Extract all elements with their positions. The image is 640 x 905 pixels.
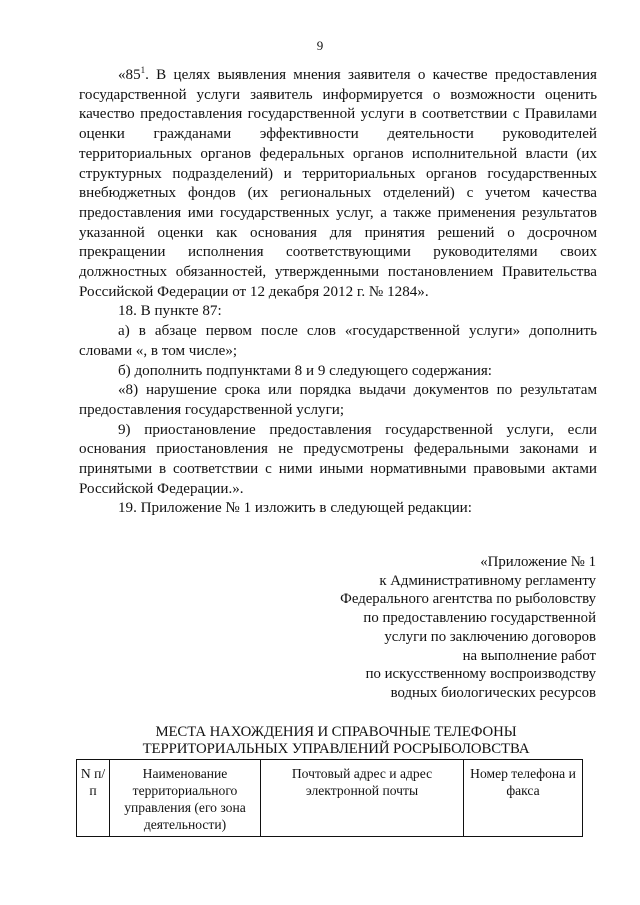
appendix-line: услуги по заключению договоров (384, 628, 596, 645)
paragraph-prefix: «85 (118, 67, 141, 83)
appendix-line: на выполнение работ (462, 647, 596, 664)
paragraph-subitem-9: 9) приостановление предоставления государственной услуги, если основания приостановления не предусмотрены федеральными законами и принятыми в соответствии с ними иными нормативными правовыми актами Российской Федерации.». (79, 421, 597, 497)
page-number: 9 (316, 38, 324, 53)
appendix-line: водных биологических ресурсов (390, 684, 596, 701)
paragraph-subitem-a: а) в абзаце первом после слов «государственной услуги» дополнить словами «, в том числе»; (79, 323, 597, 359)
header-address: Почтовый адрес и адрес электронной почты (261, 760, 464, 837)
table-title (76, 724, 596, 758)
appendix-line: по предоставлению государственной (363, 610, 596, 627)
paragraph-item-19: 19. Приложение № 1 изложить в следующей редакции: (118, 500, 472, 517)
header-number: N п/п (77, 760, 110, 837)
header-phone: Номер телефона и факса (464, 760, 583, 837)
table-title-line: ТЕРРИТОРИАЛЬНЫХ УПРАВЛЕНИЙ РОСРЫБОЛОВСТВА (142, 741, 530, 757)
appendix-line: «Приложение № 1 (480, 554, 596, 570)
appendix-line: к Административному регламенту (379, 572, 596, 589)
appendix-line: Федерального агентства по рыболовству (340, 591, 596, 608)
paragraph-subitem-8: «8) нарушение срока или порядка выдачи документов по результатам предоставления государственной услуги; (79, 382, 597, 418)
superscript: 1 (140, 64, 146, 75)
appendix-line: по искусственному воспроизводству (365, 666, 596, 683)
offices-table (76, 759, 583, 837)
table-header-row (77, 760, 583, 837)
paragraph-text: . В целях выявления мнения заявителя о качестве предоставления государственной услуги заявитель информируется о возможности оценить качество предоставления государственной услуги в соответствии с Правилами оценки гражданами эффективности деятельности руководителей территориальных органов федеральных органов исполнительной власти (их структурных подразделений) и территориальных органов государственных внебюджетных фондов (их региональных отделений) с учетом качества предоставления ими государственных услуг, а также применения результатов указанной оценки как основания для принятия решений о досрочном прекращении исполнения соответствующими руководителями своих должностных обязанностей, утвержденными постановлением Правительства Российской Федерации от 12 декабря 2012 г. № 1284». (79, 67, 597, 300)
paragraph-85-1 (79, 66, 597, 302)
paragraph-subitem-b: б) дополнить подпунктами 8 и 9 следующего содержания: (118, 362, 492, 379)
header-office-name: Наименование территориального управления (его зона деятельности) (110, 760, 261, 837)
document-body (79, 66, 597, 519)
table-title-line: МЕСТА НАХОЖДЕНИЯ И СПРАВОЧНЫЕ ТЕЛЕФОНЫ (155, 724, 517, 740)
paragraph-item-18: 18. В пункте 87: (118, 303, 222, 320)
appendix-heading (276, 553, 596, 703)
